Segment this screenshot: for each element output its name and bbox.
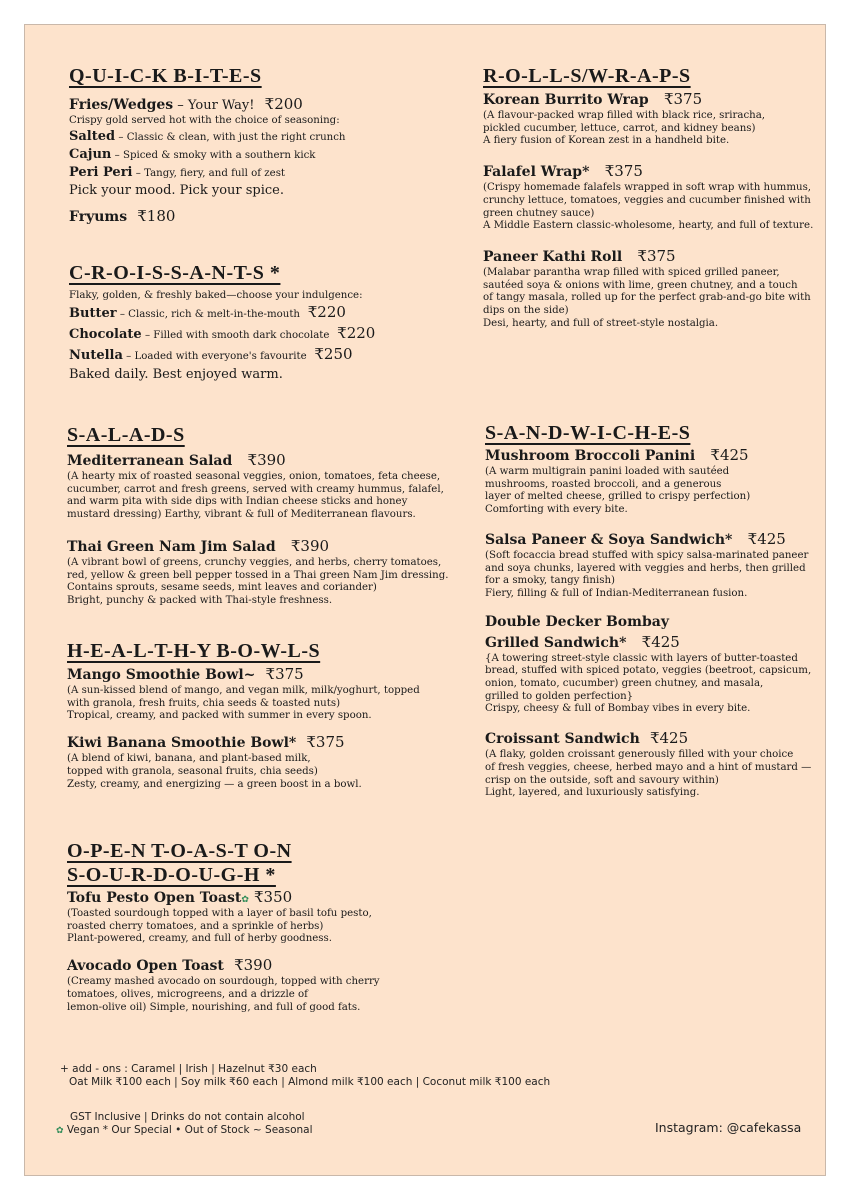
item-price: ₹350	[254, 888, 293, 906]
section-quick-bites	[69, 64, 345, 227]
gst-note: GST Inclusive | Drinks do not contain alcohol	[70, 1111, 305, 1123]
item-desc: Plant-powered, creamy, and full of herby goodness.	[67, 933, 332, 945]
menu-page	[24, 24, 826, 1176]
item-name: Falafel Wrap*	[483, 164, 590, 181]
item-desc: (Crispy homemade falafels wrapped in soft wrap with hummus,	[483, 182, 812, 194]
item-desc: (A sun-kissed blend of mango, and vegan milk, milk/yoghurt, topped	[67, 685, 420, 696]
item-price: ₹425	[649, 729, 689, 748]
item-name: Mushroom Broccoli Panini	[485, 448, 696, 464]
item-name: Butter	[69, 305, 117, 321]
item-desc: sautéed soya & onions with lime, green chutney, and a touch	[483, 279, 798, 291]
item-price: ₹220	[337, 323, 376, 342]
item-name: Thai Green Nam Jim Salad	[67, 538, 276, 555]
section-title: H-E-A-L-T-H-Y B-O-W-L-S	[67, 640, 321, 662]
item-name: Nutella	[69, 347, 123, 363]
item-desc: mushrooms, roasted broccoli, and a generous	[485, 478, 722, 490]
item-price: ₹220	[307, 302, 346, 321]
milk-addons-line: Oat Milk ₹100 each | Soy milk ₹60 each | Almond milk ₹100 each | Coconut milk ₹100 each	[69, 1076, 551, 1088]
option-line	[69, 128, 345, 146]
item-price: ₹375	[306, 733, 345, 752]
item-desc: red, yellow & green bell pepper tossed in a Thai green Nam Jim dressing.	[67, 569, 449, 581]
item-desc: Light, layered, and luxuriously satisfying.	[485, 787, 700, 799]
item-desc: – Filled with smooth dark chocolate	[141, 329, 330, 341]
item-name: Korean Burrito Wrap	[483, 92, 649, 108]
item-desc: mustard dressing) Earthy, vibrant & full of Mediterranean flavours.	[67, 509, 416, 521]
item-desc: (A flavour-packed wrap filled with black rice, sriracha,	[483, 110, 766, 121]
item-price: ₹375	[663, 90, 703, 108]
item-price: ₹390	[247, 451, 286, 469]
item-desc: topped with granola, seasonal fruits, chia seeds)	[67, 765, 318, 777]
item-desc: – Classic, rich & melt-in-the-mouth	[116, 308, 300, 320]
item-desc: tomatoes, olives, microgreens, and a drizzle of	[67, 988, 308, 1000]
item-name: Double Decker Bombay	[485, 613, 669, 630]
item-name: Kiwi Banana Smoothie Bowl*	[67, 735, 297, 752]
section-croissants	[69, 261, 375, 384]
item-desc: (Soft focaccia bread stuffed with spicy salsa-marinated paneer	[485, 549, 809, 561]
item-desc: Crispy, cheesy & full of Bombay vibes in every bite.	[485, 703, 751, 715]
item-desc: (Creamy mashed avocado on sourdough, topped with cherry	[67, 976, 380, 988]
item-desc: lemon-olive oil) Simple, nourishing, and full of good fats.	[67, 1001, 361, 1013]
option-line	[69, 164, 345, 182]
item-desc: {A towering street-style classic with layers of butter-toasted	[485, 652, 798, 664]
item-name: Mango Smoothie Bowl~	[67, 667, 256, 683]
item-price: ₹200	[264, 95, 303, 113]
option-desc: – Classic & clean, with just the right crunch	[115, 131, 346, 143]
item-suffix: – Your Way!	[173, 98, 255, 113]
section-title: S-O-U-R-D-O-U-G-H *	[67, 864, 276, 886]
item-desc: and warm pita with side dips with Indian cheese sticks and honey	[67, 496, 408, 508]
leaf-icon: ✿	[241, 895, 249, 905]
section-rolls-wraps	[483, 64, 813, 330]
item-desc: (Toasted sourdough topped with a layer of basil tofu pesto,	[67, 908, 372, 919]
item-price: ₹180	[137, 206, 176, 225]
item-name: Grilled Sandwich*	[485, 634, 627, 651]
item-desc: green chutney sauce)	[483, 207, 595, 219]
item-price: ₹375	[265, 665, 304, 683]
item-name: Fries/Wedges	[69, 97, 174, 113]
item-desc: Desi, hearty, and full of street-style nostalgia.	[483, 317, 719, 329]
item-desc: (Malabar parantha wrap filled with spiced grilled paneer,	[483, 266, 780, 278]
item-price: ₹390	[234, 956, 273, 975]
item-desc: – Loaded with everyone's favourite	[122, 350, 307, 362]
croissant-item	[69, 345, 375, 366]
section-title: Q-U-I-C-K B-I-T-E-S	[69, 65, 262, 87]
tagline: Pick your mood. Pick your spice.	[69, 182, 284, 198]
item-desc: layer of melted cheese, grilled to crispy perfection)	[485, 491, 751, 503]
section-title: C-R-O-I-S-S-A-N-T-S *	[69, 262, 281, 284]
item-desc: with granola, fresh fruits, chia seeds & toasted nuts)	[67, 697, 341, 709]
legend-text: Vegan * Our Special • Out of Stock ~ Seasonal	[66, 1124, 313, 1136]
item-price: ₹375	[637, 246, 676, 265]
item-desc: (A vibrant bowl of greens, crunchy veggies, and herbs, cherry tomatoes,	[67, 556, 442, 568]
section-title: R-O-L-L-S/W-R-A-P-S	[483, 65, 691, 87]
instagram-handle: Instagram: @cafekassa	[655, 1120, 802, 1135]
item-desc: dips on the side)	[483, 305, 569, 317]
item-desc: (A flaky, golden croissant generously filled with your choice	[485, 749, 794, 761]
item-desc: A Middle Eastern classic-wholesome, hearty, and full of texture.	[483, 220, 814, 232]
item-desc: A fiery fusion of Korean zest in a handheld bite.	[483, 135, 730, 147]
item-desc: crunchy lettuce, tomatoes, veggies and cucumber finished with	[483, 194, 811, 206]
item-name: Croissant Sandwich	[485, 731, 640, 748]
item-desc: grilled to golden perfection}	[485, 690, 634, 702]
option-name: Peri Peri	[69, 164, 133, 180]
item-price: ₹425	[747, 529, 786, 548]
addons-line: + add - ons : Caramel | Irish | Hazelnut ₹30 each	[60, 1063, 317, 1075]
croissant-item	[69, 324, 375, 345]
item-name: Paneer Kathi Roll	[483, 248, 623, 265]
item-desc: Tropical, creamy, and packed with summer in every spoon.	[67, 710, 372, 722]
intro: Flaky, golden, & freshly baked—choose your indulgence:	[69, 290, 363, 301]
item-price: ₹425	[710, 446, 749, 464]
section-salads	[67, 423, 448, 608]
section-open-toast	[67, 839, 380, 1014]
item-desc: of fresh veggies, cheese, herbed mayo and a hint of mustard —	[485, 761, 812, 773]
item-price: ₹425	[641, 632, 680, 651]
item-name: Avocado Open Toast	[67, 958, 224, 975]
croissant-item	[69, 303, 375, 324]
section-title: S-A-L-A-D-S	[67, 424, 185, 446]
item-name: Tofu Pesto Open Toast	[67, 890, 242, 906]
item-desc: (A blend of kiwi, banana, and plant-based milk,	[67, 753, 311, 765]
item-desc: pickled cucumber, lettuce, carrot, and kidney beans)	[483, 122, 756, 134]
option-name: Cajun	[69, 146, 112, 162]
leaf-icon: ✿	[56, 1126, 64, 1136]
option-name: Salted	[69, 128, 116, 144]
item-desc: of tangy masala, rolled up for the perfect grab-and-go bite with	[483, 292, 811, 304]
item-desc: (A warm multigrain panini loaded with sautéed	[485, 466, 730, 477]
option-desc: – Spiced & smoky with a southern kick	[111, 149, 316, 161]
item-desc: for a smoky, tangy finish)	[485, 575, 616, 587]
legend	[56, 1123, 313, 1138]
item-name: Salsa Paneer & Soya Sandwich*	[485, 531, 733, 548]
item-desc: crisp on the outside, soft and savoury within)	[485, 774, 719, 786]
item-desc: onion, tomato, cucumber) green chutney, and masala,	[485, 678, 764, 690]
item-desc: bread, stuffed with spiced potato, veggies (beetroot, capsicum,	[485, 665, 812, 677]
section-healthy-bowls	[67, 639, 420, 791]
item-name: Mediterranean Salad	[67, 453, 233, 469]
item-price: ₹390	[290, 536, 330, 555]
item-name: Chocolate	[69, 326, 142, 342]
tagline: Baked daily. Best enjoyed warm.	[69, 366, 283, 382]
item-desc: Comforting with every bite.	[485, 504, 628, 516]
section-title: S-A-N-D-W-I-C-H-E-S	[485, 422, 691, 444]
item-desc: cucumber, carrot and fresh greens, served with creamy hummus, falafel,	[67, 483, 444, 495]
item-price: ₹250	[314, 344, 353, 363]
item-desc: Zesty, creamy, and energizing — a green boost in a bowl.	[67, 778, 362, 790]
item-desc: and soya chunks, layered with veggies and herbs, then grilled	[485, 562, 806, 574]
item-desc: Contains sprouts, sesame seeds, mint leaves and coriander)	[67, 582, 377, 594]
item-desc: Fiery, filling & full of Indian-Mediterranean fusion.	[485, 587, 748, 599]
item-name: Fryums	[69, 208, 128, 225]
option-desc: – Tangy, fiery, and full of zest	[132, 167, 286, 179]
section-sandwiches	[485, 421, 811, 800]
item-desc: Crispy gold served hot with the choice of seasoning:	[69, 115, 340, 126]
item-price: ₹375	[604, 162, 643, 181]
item-desc: (A hearty mix of roasted seasonal veggies, onion, tomatoes, feta cheese,	[67, 471, 441, 482]
item-desc: roasted cherry tomatoes, and a sprinkle of herbs)	[67, 920, 324, 932]
option-line	[69, 146, 345, 164]
item-desc: Bright, punchy & packed with Thai-style freshness.	[67, 594, 333, 606]
section-title: O-P-E-N T-O-A-S-T O-N	[67, 840, 292, 862]
